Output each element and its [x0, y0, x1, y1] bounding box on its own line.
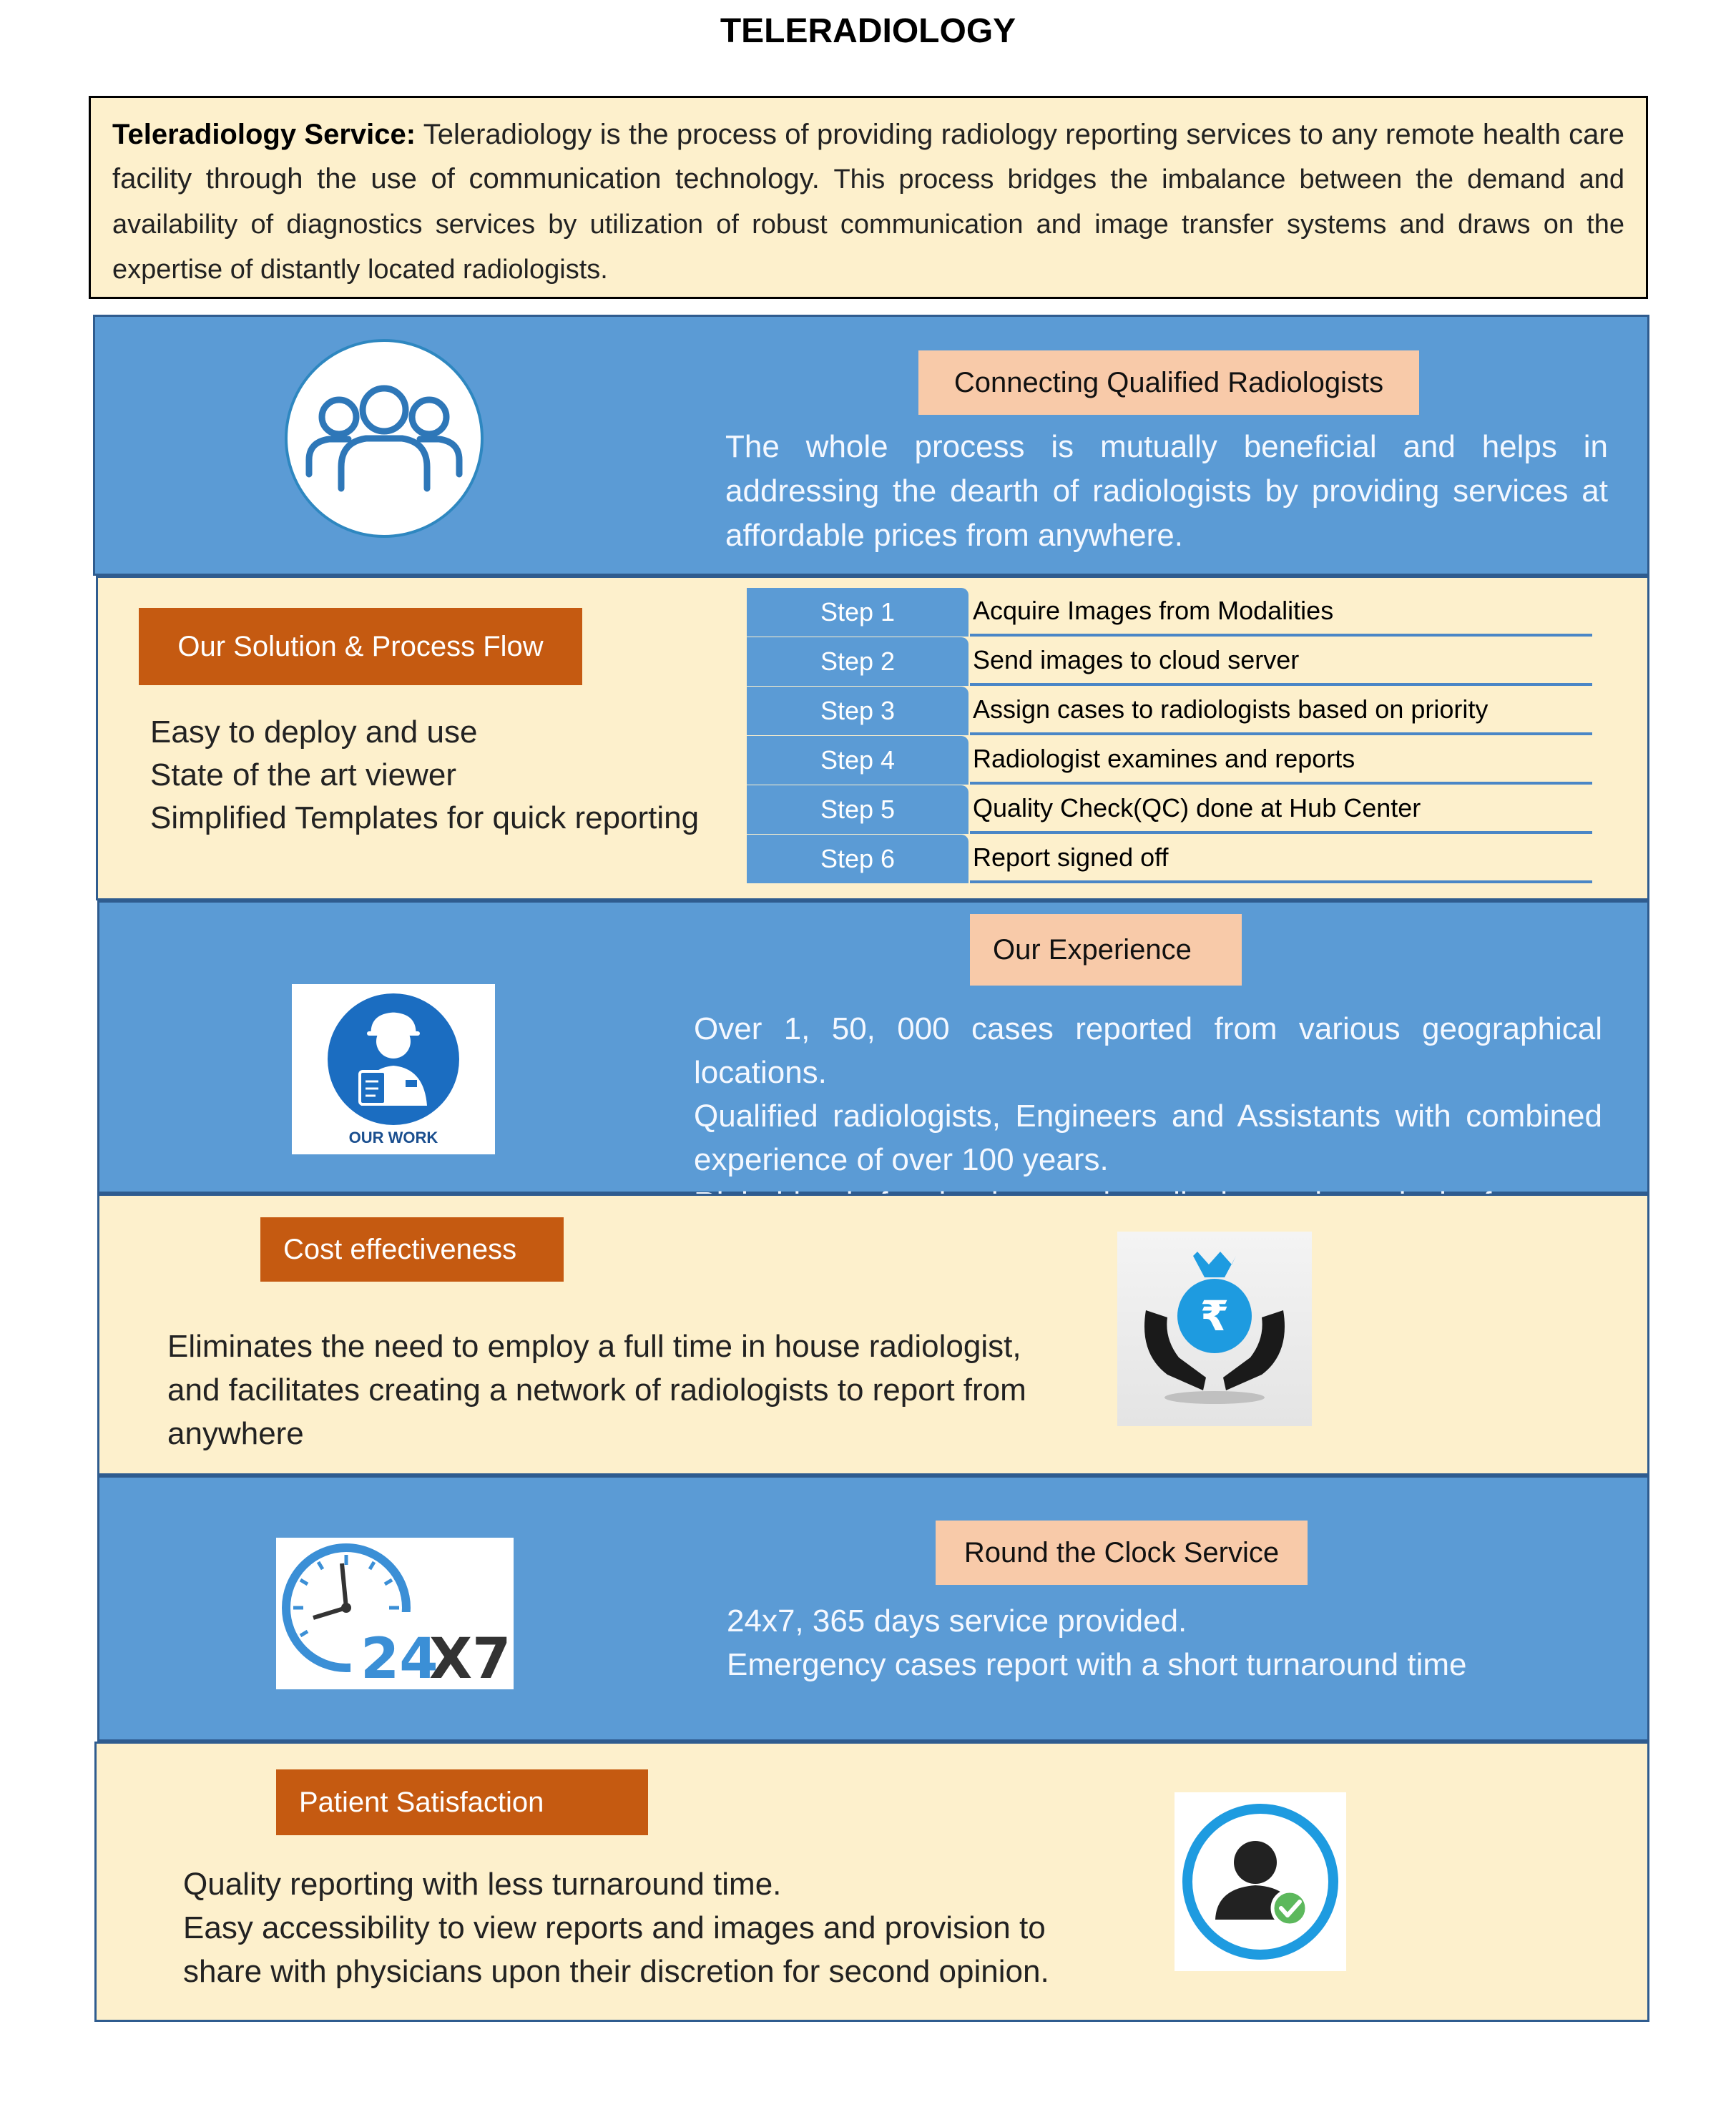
- money-bag-hands-icon: [1117, 1232, 1312, 1426]
- our-work-caption: OUR WORK: [348, 1129, 438, 1146]
- intro-text-small: This process bridges the imbalance between the demand and availability of diagnostics services by utilization of robust communication and image transfer systems and draws on the expertise of distantly located radiologists.: [112, 164, 1624, 285]
- intro-label: Teleradiology Service:: [112, 119, 416, 150]
- step-label: Step 1: [747, 588, 968, 637]
- step-text: Radiologist examines and reports: [970, 736, 1592, 785]
- cost-body: Eliminates the need to employ a full time in house radiologist, and facilitates creating a network of radiologists to report from anywhere: [167, 1329, 1026, 1451]
- solution-point: Easy to deploy and use: [150, 714, 478, 750]
- clock-x7-text: X7: [429, 1627, 511, 1689]
- patient-body: [183, 1862, 1127, 1993]
- experience-body: [694, 1007, 1602, 1225]
- patient-line: Easy accessibility to view reports and images and provision to share with physicians upon their discretion for second opinion.: [183, 1910, 1049, 1989]
- intro-text: Teleradiology is the process of providing radiology reporting services to any remote health care facility through the use of communication technology.: [112, 119, 1624, 195]
- solution-points: [150, 711, 737, 840]
- step-text: Assign cases to radiologists based on priority: [970, 687, 1592, 735]
- connecting-body: The whole process is mutually beneficial and helps in addressing the dearth of radiologists by providing services at affordable prices from anywhere.: [725, 429, 1608, 553]
- cost-heading: Cost effectiveness: [260, 1217, 564, 1282]
- step-text: Quality Check(QC) done at Hub Center: [970, 785, 1592, 834]
- step-label: Step 4: [747, 736, 968, 785]
- rupee-symbol: ₹: [1200, 1292, 1230, 1340]
- worker-clipboard-icon: [292, 984, 495, 1154]
- patient-heading: Patient Satisfaction: [276, 1769, 648, 1835]
- step-label: Step 5: [747, 785, 968, 834]
- page-title: TELERADIOLOGY: [720, 12, 1016, 50]
- experience-heading: Our Experience: [970, 914, 1242, 986]
- intro-box: [89, 96, 1648, 299]
- clock-heading: Round the Clock Service: [936, 1521, 1308, 1585]
- solution-point: Simplified Templates for quick reporting: [150, 800, 700, 835]
- step-text: Report signed off: [970, 835, 1592, 883]
- clock-line: 24x7, 365 days service provided.: [727, 1603, 1187, 1639]
- clock-body: [727, 1599, 1599, 1686]
- experience-line: Qualified radiologists, Engineers and Assistants with combined experience of over 100 years.: [694, 1099, 1602, 1177]
- step-label: Step 3: [747, 687, 968, 735]
- step-label: Step 2: [747, 637, 968, 686]
- clock-line: Emergency cases report with a short turnaround time: [727, 1647, 1467, 1682]
- people-group-icon: [285, 339, 484, 538]
- patient-line: Quality reporting with less turnaround time.: [183, 1867, 782, 1902]
- clock-24x7-icon: [276, 1538, 514, 1689]
- step-text: Send images to cloud server: [970, 637, 1592, 686]
- step-label: Step 6: [747, 835, 968, 883]
- step-text: Acquire Images from Modalities: [970, 588, 1592, 637]
- clock-24-text: 24: [361, 1627, 438, 1689]
- experience-line: Over 1, 50, 000 cases reported from various geographical locations.: [694, 1011, 1602, 1090]
- connecting-heading: Connecting Qualified Radiologists: [918, 350, 1419, 415]
- solution-point: State of the art viewer: [150, 757, 456, 792]
- user-check-icon: [1175, 1792, 1346, 1971]
- solution-heading: Our Solution & Process Flow: [139, 608, 582, 685]
